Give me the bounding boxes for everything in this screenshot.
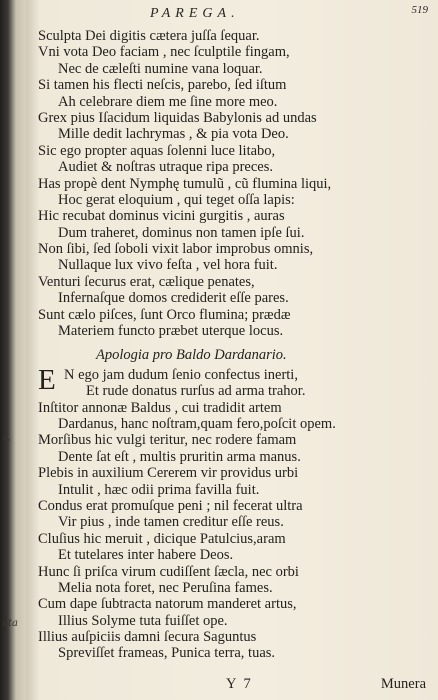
verse-line: Sculpta Dei digitis cætera juſſa ſequar. bbox=[38, 28, 260, 44]
verse-line: Vni vota Deo faciam , nec ſculptile fingam, bbox=[38, 44, 290, 61]
facing-page-margin-note: x, bbox=[2, 432, 11, 443]
drop-cap: E bbox=[38, 363, 56, 396]
poem-first bbox=[38, 28, 428, 339]
verse-line: Inſtitor annonæ Baldus , cui tradidit artem bbox=[38, 399, 282, 416]
verse-line: Dum traheret, dominus non tamen ipſe ſui. bbox=[58, 224, 305, 241]
verse-line: Et tutelares inter habere Deos. bbox=[58, 547, 234, 564]
verse-line: Materiem functo præbet uterque locus. bbox=[58, 323, 284, 340]
verse-line: Nec de cæleſti numine vana loquar. bbox=[58, 60, 263, 77]
catchword: Munera bbox=[380, 676, 426, 692]
page-footer bbox=[38, 676, 430, 696]
verse-line: Condus erat promuſque peni ; nil fecerat ultra bbox=[38, 497, 303, 514]
verse-line: Vir pius , inde tamen creditur eſſe reus. bbox=[58, 514, 284, 531]
facing-page-margin-note: ota bbox=[2, 618, 19, 629]
verse-line: Hunc ſi priſca virum cudiſſent ſæcla, nec orbi bbox=[38, 563, 299, 580]
verse-line: Mille dedit lachrymas , & pia vota Deo. bbox=[58, 126, 289, 143]
verse-line: Spreviſſet frameas, Punica terra, tuas. bbox=[58, 645, 276, 662]
verse-line: Has propè dent Nymphę tumulũ , cũ flumina liqui, bbox=[38, 175, 332, 192]
verse-line: Venturi ſecurus erat, cælique penates, bbox=[38, 273, 255, 290]
verse-line: Illius Solyme tuta fuiſſet ope. bbox=[58, 612, 228, 629]
verse-line: Audiet & noſtras utraque ripa preces. bbox=[58, 159, 274, 176]
section-title: Apologia pro Baldo Dardanario. bbox=[96, 347, 287, 364]
verse-line: Ah celebrare diem me ſine more meo. bbox=[58, 93, 278, 110]
verse-line: Hoc gerat eloquium , qui teget oſſa lapis: bbox=[58, 191, 295, 208]
running-head: PAREGA. bbox=[150, 6, 240, 21]
poem-apologia bbox=[38, 363, 428, 662]
verse-line: Cum dape ſubtracta natorum manderet artus, bbox=[38, 596, 297, 613]
verse-line: Infernaſque domos crediderit eſſe pares. bbox=[58, 290, 289, 307]
verse-line: Grex pius Iſacidum liquidas Babylonis ad undas bbox=[38, 109, 317, 126]
verse-line: Hic recubat dominus vicini gurgitis , auras bbox=[38, 208, 285, 225]
verse-line: Et rude donatus rurſus ad arma trahor. bbox=[86, 383, 306, 400]
verse-line: Morſibus hic vulgi teritur, nec rodere famam bbox=[38, 432, 297, 449]
verse-line: Intulit , hæc odii prima favilla fuit. bbox=[58, 481, 260, 498]
verse-line: Illius auſpiciis damni ſecura Saguntus bbox=[38, 629, 257, 646]
verse-line: Non ſibi, ſed ſoboli vixit labor improbus omnis, bbox=[38, 241, 314, 258]
facing-page-edge bbox=[0, 0, 26, 700]
verse-line: Si tamen his flecti neſcis, parebo, ſed iſtum bbox=[38, 77, 287, 94]
signature-mark: Y 7 bbox=[226, 676, 253, 692]
verse-line: N ego jam dudum ſenio confectus inerti, bbox=[64, 366, 298, 383]
verse-line: Cluſius hic meruit , dicique Patulcius,aram bbox=[38, 530, 286, 547]
verse-line: Sic ego propter aquas ſolenni luce litabo, bbox=[38, 142, 276, 159]
page-text bbox=[38, 28, 428, 668]
verse-line: Plebis in auxilium Cererem vir providus urbi bbox=[38, 465, 299, 482]
verse-line: Melia nota foret, nec Peruſina fames. bbox=[58, 579, 273, 596]
verse-line: Sunt cælo piſces, ſunt Orco flumina; prædæ bbox=[38, 306, 291, 323]
verse-line: Nullaque lux vivo feſta , vel hora fuit. bbox=[58, 257, 278, 274]
page-number: 519 bbox=[411, 4, 428, 16]
verse-line: Dardanus, hanc noſtram,quam fero,poſcit opem. bbox=[58, 415, 336, 432]
verse-line: Dente ſat eſt , multis pruritin arma manus. bbox=[58, 448, 301, 465]
page-header bbox=[38, 4, 430, 24]
